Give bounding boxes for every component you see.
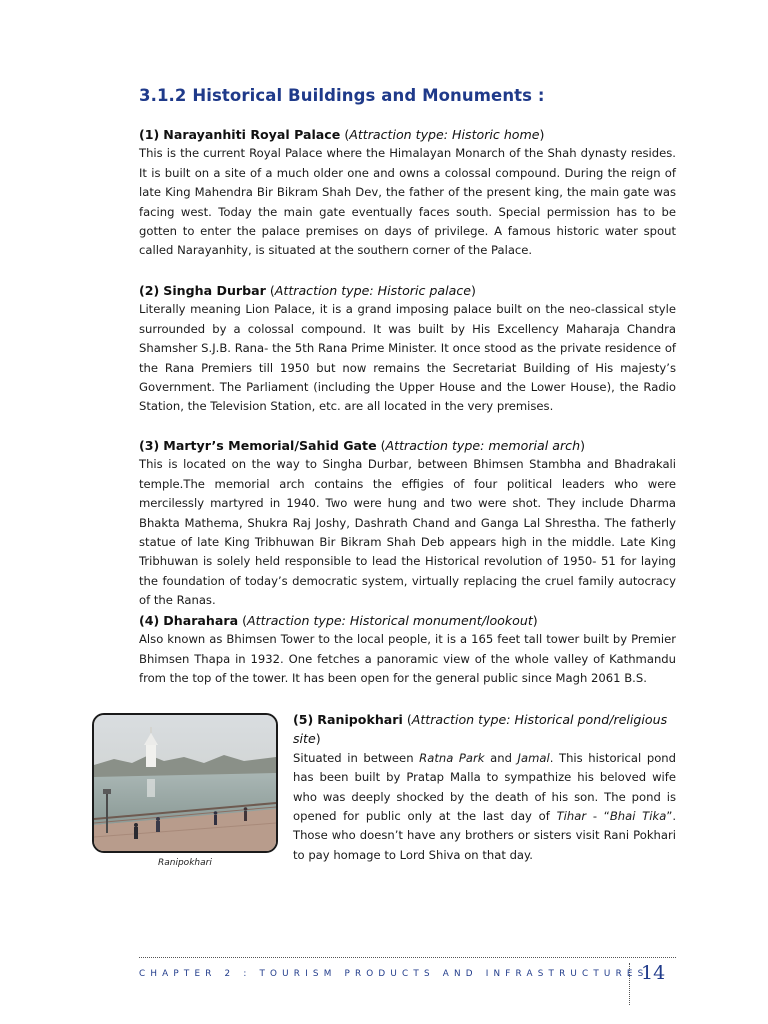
festival-name: Tihar: [556, 809, 587, 824]
entry-number: (5): [293, 712, 314, 727]
ranipokhari-photo: [92, 713, 278, 853]
entry-type: Attraction type: memorial arch: [385, 438, 581, 453]
entry-name: Singha Durbar: [163, 283, 266, 298]
entry-type: Attraction type: Historical pond/religious site: [293, 712, 668, 747]
place-name: Jamal: [517, 750, 550, 765]
paren-close: ): [532, 613, 538, 628]
body-text: Situated in between: [293, 750, 420, 765]
body-text: - “: [586, 809, 610, 824]
entry-type: Attraction type: Historic palace: [274, 283, 471, 298]
paren-open: (: [402, 712, 412, 727]
entry-body: [293, 749, 676, 865]
entry-name: Narayanhiti Royal Palace: [163, 127, 341, 142]
paren-open: (: [340, 127, 350, 142]
paren-close: ): [539, 127, 545, 142]
entry-body: Also known as Bhimsen Tower to the local people, it is a 165 feet tall tower built by Premier Bhimsen Thapa in 1932. One fetches a panoramic view of the whole valley of Kathmandu from the top of the tower. It has been open for the general public since Magh 2061 B.S.: [139, 632, 676, 686]
entry-heading: [139, 281, 676, 300]
entry-type: Attraction type: Historic home: [349, 127, 540, 142]
paren-close: ): [315, 731, 321, 747]
entry-ranipokhari: [293, 710, 676, 865]
place-name: Ratna Park: [419, 750, 485, 765]
footer-divider: [139, 957, 676, 958]
body-text: . This historical pond has been built by Pratap Malla to sympathize his beloved wife who was deeply shocked by the death of his son. The pond is opened for public only at the last day of: [293, 750, 677, 824]
photo-illustration: [94, 715, 276, 851]
page-number: 14: [641, 962, 666, 984]
paren-close: ): [580, 438, 585, 453]
entry-body: This is located on the way to Singha Durbar, between Bhimsen Stambha and Bhadrakali temple.The memorial arch contains the effigies of four political leaders who were mercilessly martyred in 1940. Two were hung and two were shot. They include Dharma Bhakta Mathema, Shukra Raj Joshy, Dashrath Chand and Ganga Lal Shrestha. The fatherly statue of late King Tribhuwan Bir Bikram Shah Deb appears high in the middle. Late King Tribhuwan is solely held responsible to lead the Historical revolution of 1950- 51 for laying the foundation of today’s democratic system, virtually replacing the cruel family autocracy of the Ranas.: [139, 457, 676, 608]
entry-martyrs-memorial: [139, 436, 676, 611]
entry-singha-durbar: [139, 281, 676, 417]
entry-body: Literally meaning Lion Palace, it is a grand imposing palace built on the neo-classical style surrounded by a colossal compound. It was built by His Excellency Maharaja Chandra Shamsher S.J.B. Rana- the 5th Rana Prime Minister. It once stood as the private residence of the Rana Premiers till 1950 but now remains the Secretariat Building of His majesty’s Government. The Parliament (including the Upper House and the Lower House), the Radio Station, the Television Station, etc. are all located in the very premises.: [139, 302, 676, 414]
entry-heading: [139, 436, 676, 455]
entry-number: (1): [139, 127, 160, 142]
entry-narayanhiti: [139, 125, 676, 261]
paren-open: (: [265, 283, 275, 298]
entry-heading: [139, 611, 676, 630]
body-text: ”. Those who doesn’t have any brothers or sisters visit Rani Pokhari to pay homage to Lord Shiva on that day.: [293, 809, 677, 862]
paren-open: (: [376, 438, 386, 453]
entry-name: Martyr’s Memorial/Sahid Gate: [163, 438, 377, 453]
entry-number: (3): [139, 438, 160, 453]
entry-name: Dharahara: [163, 613, 239, 628]
chapter-footer: CHAPTER 2 : TOURISM PRODUCTS AND INFRASTRUCTURES: [139, 969, 649, 979]
entry-heading: [139, 125, 676, 144]
entry-body: This is the current Royal Palace where the Himalayan Monarch of the Shah dynasty resides. It is built on a site of a much older one and owns a colossal compound. During the reign of late King Mahendra Bir Bikram Shah Dev, the father of the present king, the main gate was facing west. Today the main gate eventually faces south. Special permission has to be gotten to enter the palace premises on days of privilege. A famous historic water spout called Narayanhity, is situated at the southern corner of the Palace.: [139, 146, 676, 258]
entry-number: (4): [139, 613, 160, 628]
entry-heading: [293, 710, 676, 749]
festival-name: Bhai Tika: [609, 809, 667, 824]
paren-close: ): [471, 283, 476, 298]
entry-name: Ranipokhari: [317, 712, 403, 727]
entry-dharahara: [139, 611, 676, 689]
entry-type: Attraction type: Historical monument/lookout: [247, 613, 533, 628]
paren-open: (: [238, 613, 248, 628]
photo-caption: Ranipokhari: [158, 858, 212, 868]
entry-number: (2): [139, 283, 160, 298]
body-text: and: [484, 750, 518, 765]
section-title: 3.1.2 Historical Buildings and Monuments :: [139, 86, 545, 105]
